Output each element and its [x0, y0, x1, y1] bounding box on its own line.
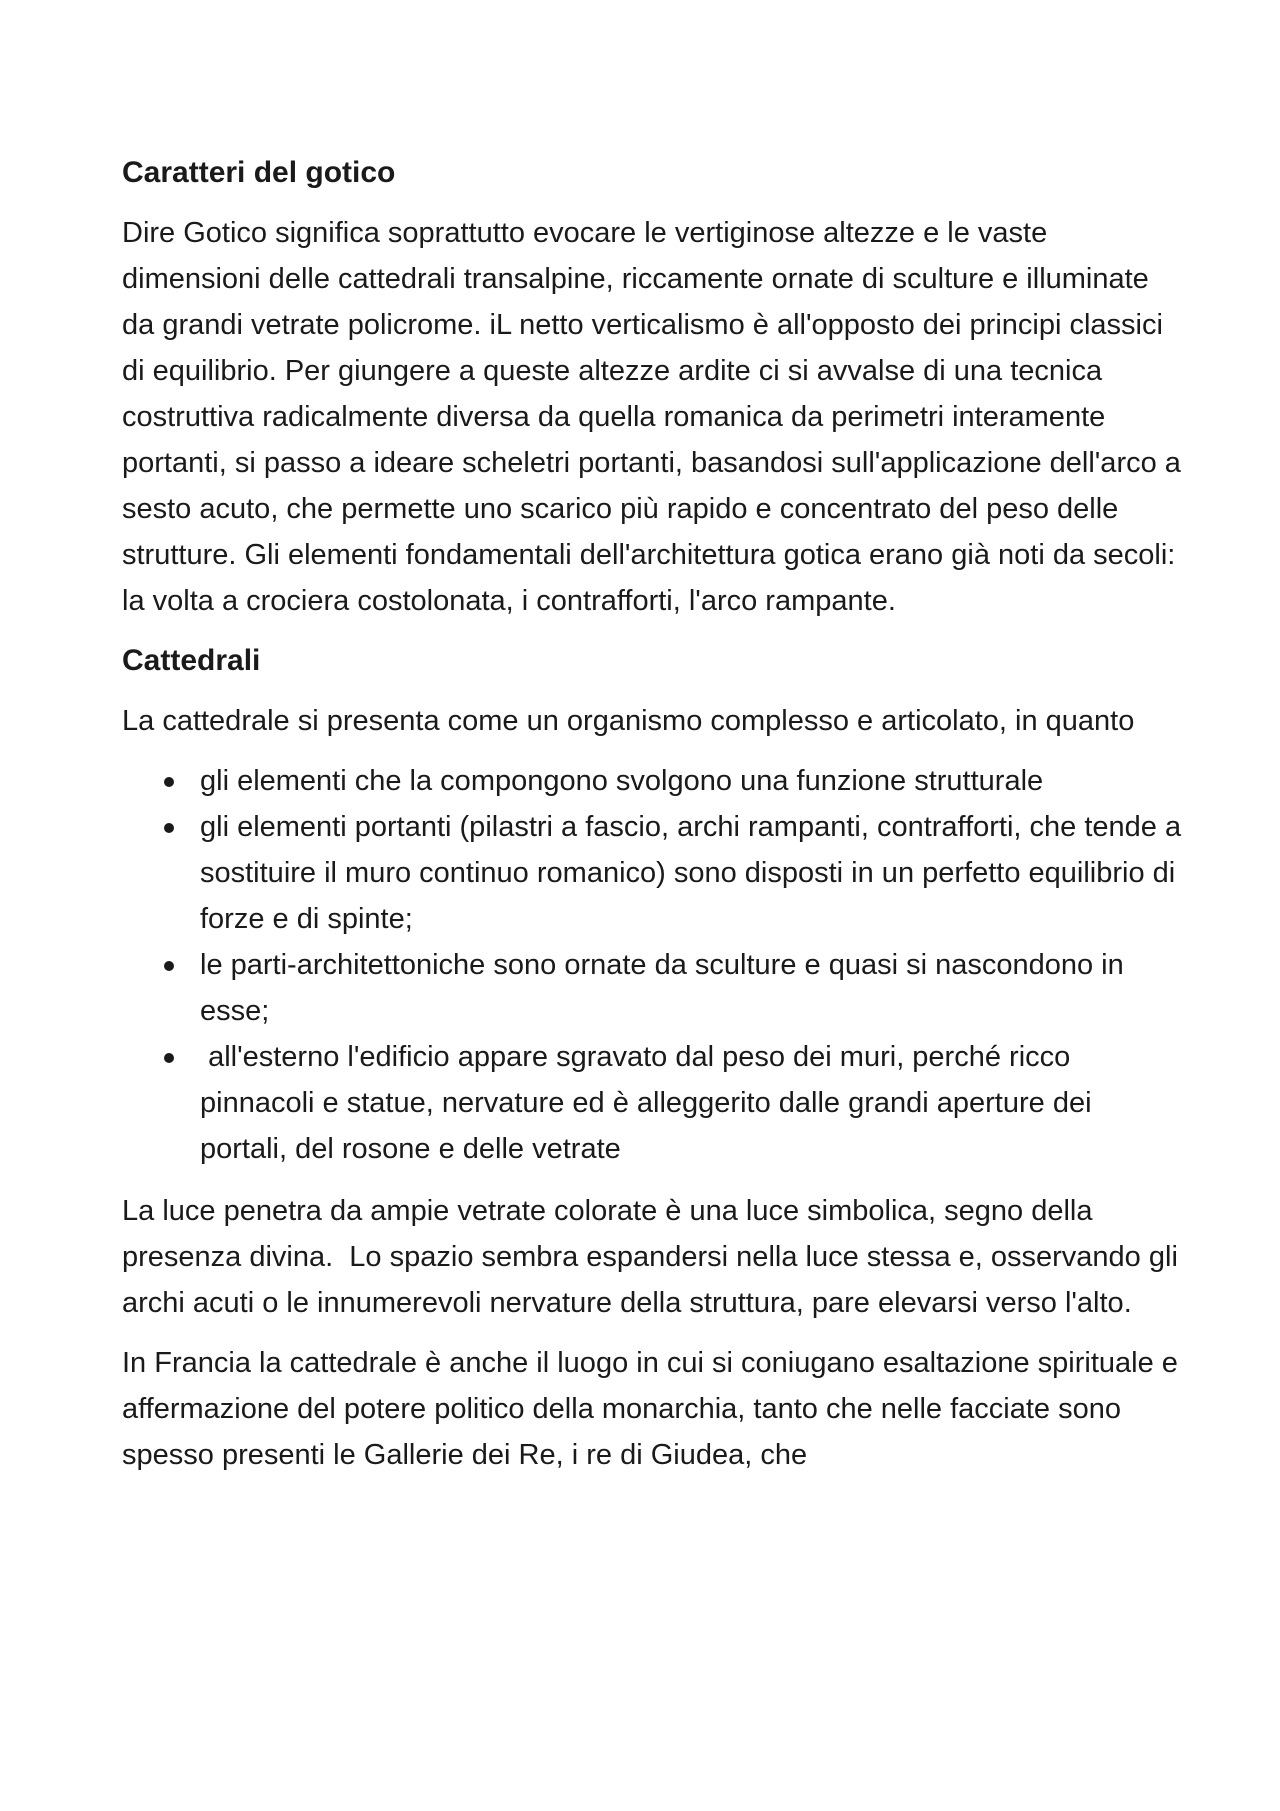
bullet-text: gli elementi portanti (pilastri a fascio, archi rampanti, contrafforti, che tende a sostituire il muro continuo romanico) sono disposti in un perfetto equilibrio di forze e di spinte; — [200, 811, 1182, 935]
bullet-text: gli elementi che la compongono svolgono una funzione strutturale — [200, 765, 1044, 797]
bullet-item — [122, 942, 1182, 1034]
section-heading-caratteri: Caratteri del gotico — [122, 156, 396, 189]
bullet-icon — [164, 823, 174, 833]
paragraph-cattedrali-intro: La cattedrale si presenta come un organismo complesso e articolato, in quanto — [122, 705, 1135, 737]
paragraph-caratteri: Dire Gotico significa soprattutto evocare le vertiginose altezze e le vaste dimensioni delle cattedrali transalpine, riccamente ornate di sculture e illuminate da grandi vetrate policrome. iL netto verticalismo è all'opposto dei principi classici di equilibrio. Per giungere a queste altezze ardite ci si avvalse di una tecnica costruttiva radicalmente diversa da quella romanica da perimetri interamente portanti, si passo a ideare scheletri portanti, basandosi sull'applicazione dell'arco a sesto acuto, che permette uno scarico più rapido e concentrato del peso delle strutture. Gli elementi fondamentali dell'architettura gotica erano già noti da secoli: la volta a crociera costolonata, i contrafforti, l'arco rampante. — [122, 217, 1181, 617]
bullet-text: le parti-architettoniche sono ornate da sculture e quasi si nascondono in esse; — [200, 949, 1124, 1027]
bullet-icon — [164, 777, 174, 787]
paragraph-francia: In Francia la cattedrale è anche il luogo in cui si coniugano esaltazione spirituale e affermazione del potere politico della monarchia, tanto che nelle facciate sono spesso presenti le Gallerie dei Re, i re di Giudea, che — [122, 1347, 1178, 1471]
document-page — [122, 150, 1186, 1492]
bullet-item — [122, 804, 1182, 942]
bullet-icon — [164, 961, 174, 971]
section-heading-cattedrali: Cattedrali — [122, 644, 261, 677]
bullet-item — [122, 1034, 1182, 1172]
bullet-text: all'esterno l'edificio appare sgravato dal peso dei muri, perché ricco pinnacoli e statue, nervature ed è alleggerito dalle grandi aperture dei portali, del rosone e delle vetrate — [200, 1041, 1100, 1165]
bullet-icon — [164, 1053, 174, 1063]
paragraph-luce: La luce penetra da ampie vetrate colorate è una luce simbolica, segno della presenza divina. Lo spazio sembra espandersi nella luce stessa e, osservando gli archi acuti o le innumerevoli nervature della struttura, pare elevarsi verso l'alto. — [122, 1195, 1186, 1319]
bullet-list — [122, 758, 1182, 1172]
bullet-item — [122, 758, 1182, 804]
